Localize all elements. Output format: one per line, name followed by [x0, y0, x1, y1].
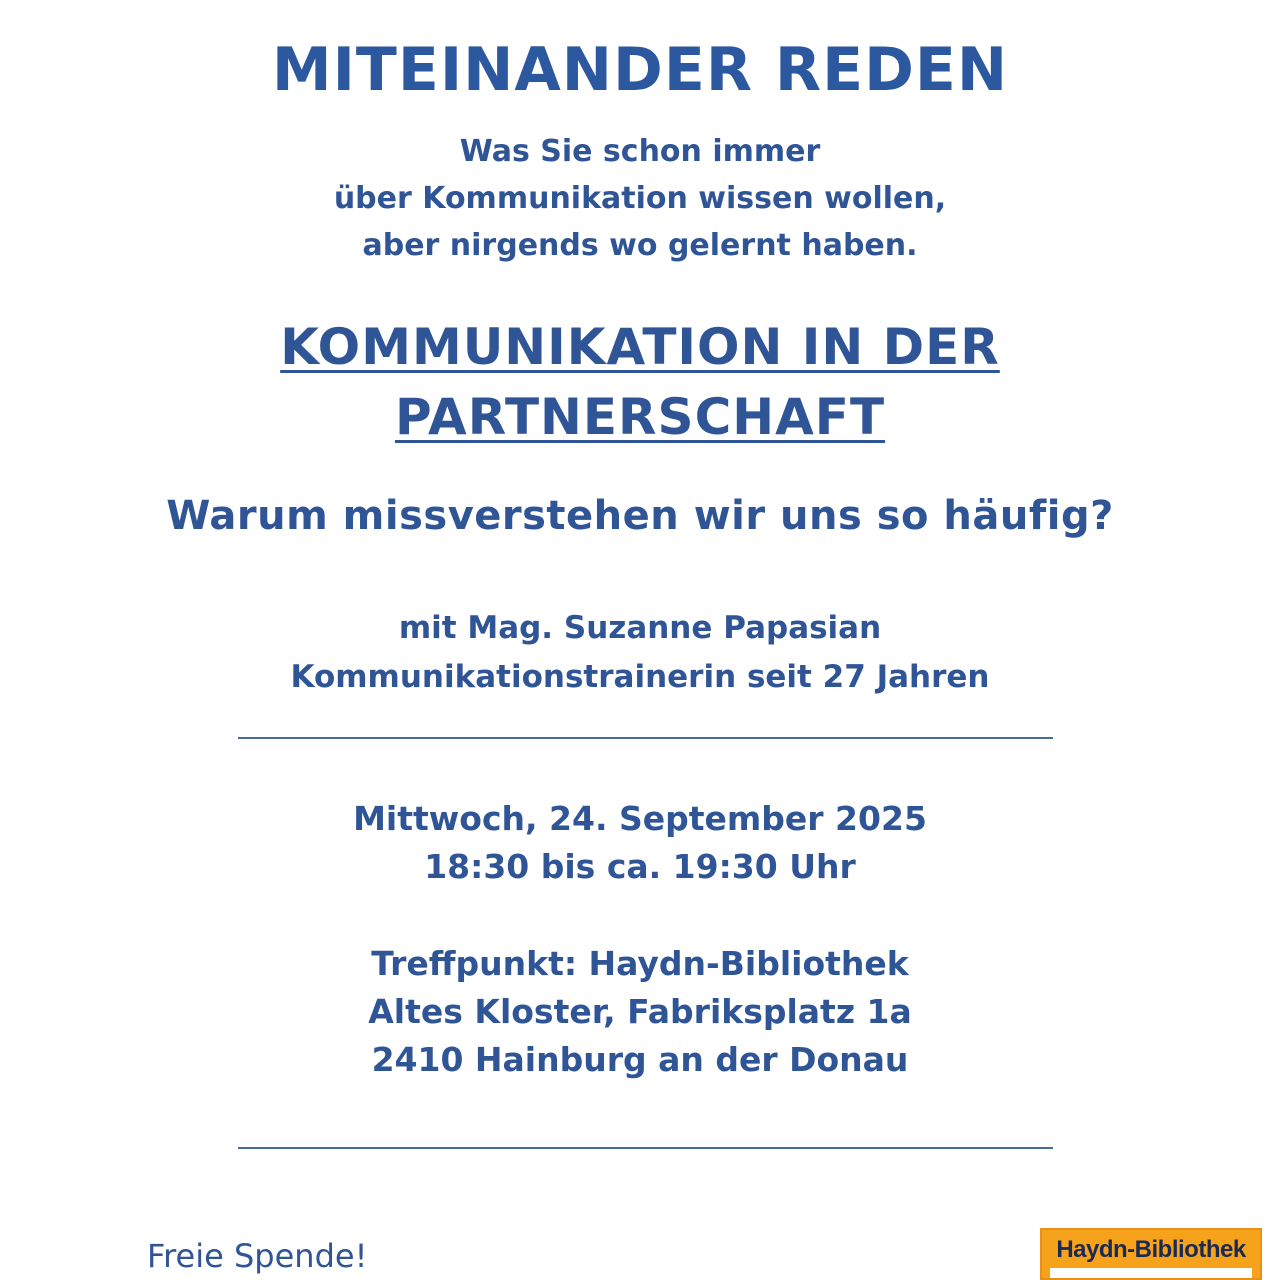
subtitle-line-2: über Kommunikation wissen wollen, — [333, 181, 947, 216]
topic-title-line-2: PARTNERSCHAFT — [394, 388, 886, 446]
main-title: MITEINANDER REDEN — [271, 35, 1009, 105]
event-datetime — [0, 795, 1280, 891]
speaker-role: Kommunikationstrainerin seit 27 Jahren — [290, 659, 990, 695]
venue-line-1: Treffpunkt: Haydn-Bibliothek — [371, 944, 909, 983]
logo-strip — [1050, 1268, 1252, 1278]
donation-note: Freie Spende! — [147, 1237, 368, 1275]
subtitle — [0, 128, 1280, 269]
speaker-name: mit Mag. Suzanne Papasian — [398, 610, 882, 646]
venue-line-3: 2410 Hainburg an der Donau — [371, 1040, 909, 1079]
library-logo-text: Haydn-Bibliothek — [1056, 1236, 1246, 1263]
divider-top — [238, 737, 1053, 739]
divider-bottom — [238, 1147, 1053, 1149]
venue-line-2: Altes Kloster, Fabriksplatz 1a — [368, 992, 912, 1031]
speaker-info — [0, 604, 1280, 702]
topic-title — [0, 312, 1280, 452]
event-time: 18:30 bis ca. 19:30 Uhr — [424, 847, 856, 886]
subtitle-line-3: aber nirgends wo gelernt haben. — [362, 228, 918, 263]
venue-info — [0, 940, 1280, 1084]
topic-title-line-1: KOMMUNIKATION IN DER — [280, 318, 1000, 376]
library-logo — [1040, 1228, 1262, 1280]
subtitle-line-1: Was Sie schon immer — [459, 134, 821, 169]
event-date: Mittwoch, 24. September 2025 — [353, 799, 927, 838]
topic-question: Warum missverstehen wir uns so häufig? — [166, 493, 1114, 539]
